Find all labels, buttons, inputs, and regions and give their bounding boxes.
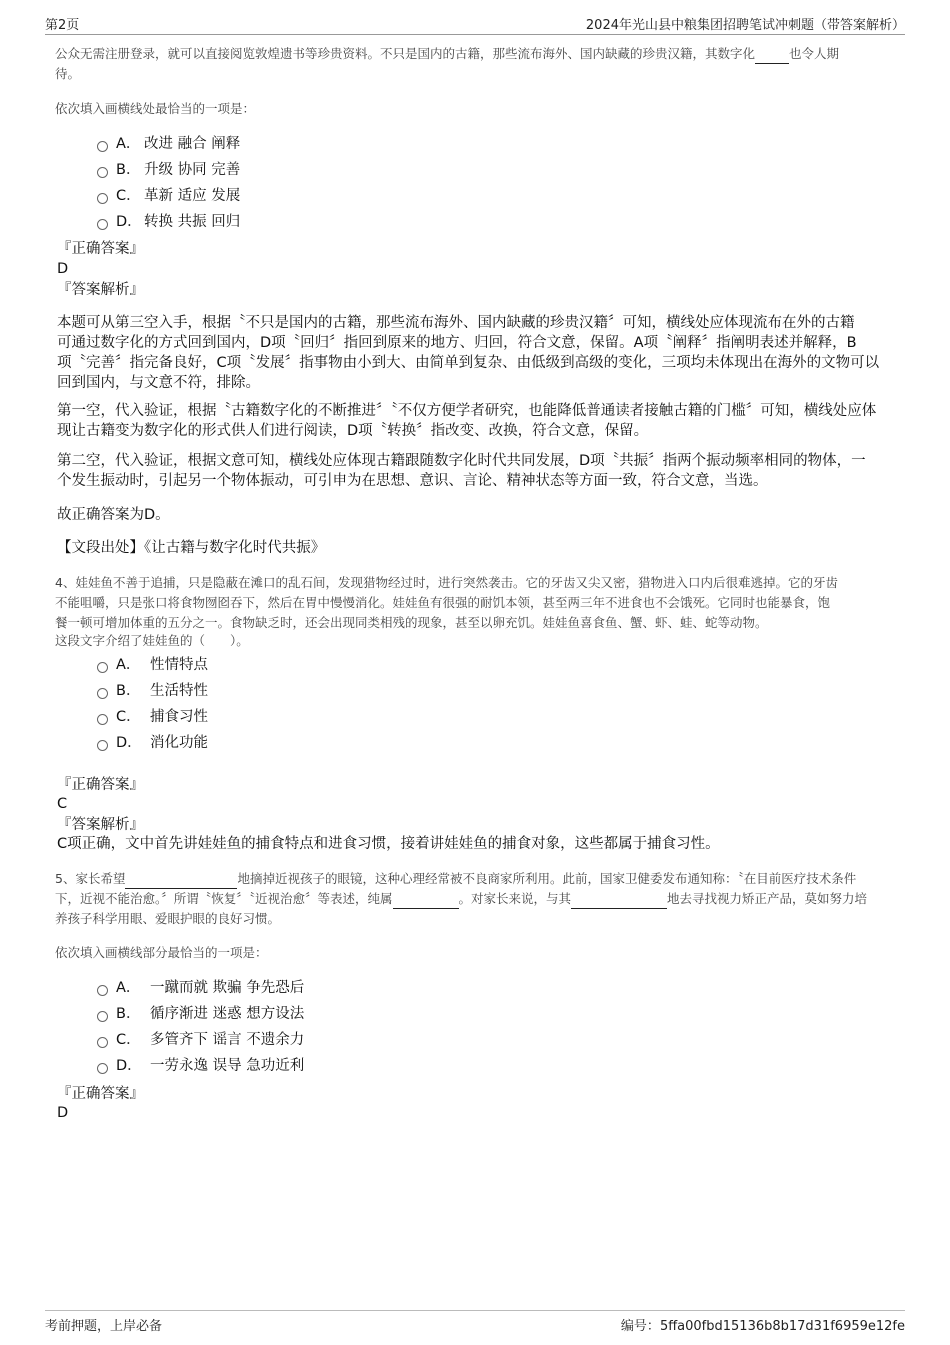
page-footer xyxy=(45,1310,905,1335)
q5-option-c[interactable] xyxy=(97,1030,304,1050)
q5-option-a[interactable] xyxy=(97,978,304,998)
option-letter: A． xyxy=(116,136,141,152)
radio-icon[interactable] xyxy=(97,167,108,178)
q5-text: 养孩子科学用眼、爱眼护眼的良好习惯。 xyxy=(55,911,281,926)
q3-analysis-label: 『答案解析』 xyxy=(57,282,144,298)
radio-icon[interactable] xyxy=(97,740,108,751)
q4-stem xyxy=(55,573,905,649)
q3-blank xyxy=(755,63,789,64)
radio-icon[interactable] xyxy=(97,985,108,996)
footer-code xyxy=(621,1315,905,1334)
option-text: 一蹴而就 欺骗 争先恐后 xyxy=(150,980,305,996)
option-letter: C． xyxy=(116,709,141,725)
option-letter: D． xyxy=(116,214,142,230)
q4-option-b[interactable] xyxy=(97,681,208,701)
footer-slogan: 考前押题，上岸必备 xyxy=(45,1319,163,1334)
option-text: 捕食习性 xyxy=(150,709,208,725)
option-text: 生活特性 xyxy=(150,683,208,699)
q3-answer-label: 『正确答案』 xyxy=(57,241,144,257)
option-text: 多管齐下 谣言 不遗余力 xyxy=(150,1032,305,1048)
q3-analysis-p1 xyxy=(57,313,902,393)
q5-blank-2 xyxy=(393,908,459,909)
radio-icon[interactable] xyxy=(97,141,108,152)
radio-icon[interactable] xyxy=(97,1037,108,1048)
q5-prompt: 依次填入画横线部分最恰当的一项是： xyxy=(55,945,268,960)
q4-option-c[interactable] xyxy=(97,707,208,727)
q5-answer: D xyxy=(57,1105,69,1121)
q5-text: 地去寻找视力矫正产品，莫如努力培 xyxy=(667,891,868,906)
q4-option-d[interactable] xyxy=(97,733,208,753)
analysis-line: 第二空，代入验证，根据文意可知，横线处应体现古籍跟随数字化时代共同发展，D项〝共振〞指两个振动频率相同的物体，一 xyxy=(57,453,866,469)
analysis-line: 本题可从第三空入手，根据〝不只是国内的古籍，那些流布海外、国内缺藏的珍贵汉籍〞可知，横线处应体现流布在外的古籍 xyxy=(57,315,855,331)
analysis-line: 可通过数字化的方式回到国内，D项〝回归〞指回到原来的地方、归回，符合文意，保留。A项〝阐释〞指阐明表述并解释，B xyxy=(57,335,857,351)
q5-text: 下，近视不能治愈。〞所谓〝恢复〞〝近视治愈〞等表述，纯属 xyxy=(55,891,393,906)
radio-icon[interactable] xyxy=(97,714,108,725)
q5-text: 5、家长希望 xyxy=(55,871,126,886)
q3-analysis-p2 xyxy=(57,401,902,441)
q3-passage-line2: 待。 xyxy=(55,66,81,81)
q4-line: 4、娃娃鱼不善于追捕，只是隐蔽在滩口的乱石间，发现猎物经过时，进行突然袭击。它的牙齿又尖又密，猎物进入口内后很难逃掉。它的牙齿 xyxy=(55,575,838,590)
radio-icon[interactable] xyxy=(97,1011,108,1022)
q3-option-b[interactable] xyxy=(97,160,240,180)
q5-option-d[interactable] xyxy=(97,1056,304,1076)
option-text: 一劳永逸 误导 急功近利 xyxy=(150,1058,305,1074)
q3-analysis-p3 xyxy=(57,451,902,491)
q4-analysis: C项正确，文中首先讲娃娃鱼的捕食特点和进食习惯，接着讲娃娃鱼的捕食对象，这些都属于捕食习性。 xyxy=(57,836,720,852)
analysis-line: 回到国内，与文意不符，排除。 xyxy=(57,375,260,391)
option-letter: A． xyxy=(116,657,141,673)
q5-blank-3 xyxy=(571,908,667,909)
q3-prompt: 依次填入画横线处最恰当的一项是： xyxy=(55,101,256,116)
analysis-line: 个发生振动时，引起另一个物体振动，可引申为在思想、意识、言论、精神状态等方面一致，符合文意，当选。 xyxy=(57,473,768,489)
q3-passage xyxy=(55,44,900,84)
q5-text: 地摘掉近视孩子的眼镜，这种心理经常被不良商家所利用。此前，国家卫健委发布通知称：〝在目前医疗技术条件 xyxy=(237,871,857,886)
analysis-line: 第一空，代入验证，根据〝古籍数字化的不断推进〞〝不仅方便学者研究，也能降低普通读者接触古籍的门槛〞可知，横线处应体 xyxy=(57,403,877,419)
doc-title: 2024年光山县中粮集团招聘笔试冲刺题（带答案解析） xyxy=(585,18,905,33)
option-text: 性情特点 xyxy=(150,657,208,673)
q3-source: 【文段出处】《让古籍与数字化时代共振》 xyxy=(57,540,326,556)
q3-option-c[interactable] xyxy=(97,186,240,206)
q4-question: 这段文字介绍了娃娃鱼的（ ）。 xyxy=(55,633,249,648)
q5-answer-label: 『正确答案』 xyxy=(57,1086,144,1102)
option-text: 革新 适应 发展 xyxy=(144,188,241,204)
q5-text: 。对家长来说，与其 xyxy=(458,891,572,906)
q3-passage-line1-tail: 也令人期 xyxy=(789,46,840,61)
page-header xyxy=(45,12,905,35)
option-letter: C． xyxy=(116,188,141,204)
analysis-line: 现让古籍变为数字化的形式供人们进行阅读，D项〝转换〞指改变、改换，符合文意，保留。 xyxy=(57,423,649,439)
option-text: 消化功能 xyxy=(150,735,208,751)
q5-stem xyxy=(55,869,905,929)
q3-passage-line1: 公众无需注册登录，就可以直接阅览敦煌遗书等珍贵资料。不只是国内的古籍，那些流布海外、国内缺藏的珍贵汉籍，其数字化 xyxy=(55,46,756,61)
option-letter: D． xyxy=(116,735,142,751)
q4-line: 不能咀嚼，只是张口将食物囫囵吞下，然后在胃中慢慢消化。娃娃鱼有很强的耐饥本领，甚至两三年不进食也不会饿死。它同时也能暴食，饱 xyxy=(55,595,831,610)
option-letter: B． xyxy=(116,1006,141,1022)
option-letter: B． xyxy=(116,683,141,699)
option-letter: D． xyxy=(116,1058,142,1074)
option-text: 升级 协同 完善 xyxy=(144,162,241,178)
page-number: 第2页 xyxy=(45,18,80,33)
q3-analysis-p4: 故正确答案为D。 xyxy=(57,507,170,523)
q4-answer-label: 『正确答案』 xyxy=(57,777,144,793)
q3-option-a[interactable] xyxy=(97,134,240,154)
q4-analysis-label: 『答案解析』 xyxy=(57,817,144,833)
option-letter: C． xyxy=(116,1032,141,1048)
option-text: 循序渐进 迷惑 想方设法 xyxy=(150,1006,305,1022)
option-text: 转换 共振 回归 xyxy=(144,214,241,230)
q3-answer: D xyxy=(57,261,69,277)
q4-line: 餐一顿可增加体重的五分之一。食物缺乏时，还会出现同类相残的现象，甚至以卵充饥。娃娃鱼喜食鱼、蟹、虾、蛙、蛇等动物。 xyxy=(55,615,768,630)
analysis-line: 项〝完善〞指完备良好，C项〝发展〞指事物由小到大、由简单到复杂、由低级到高级的变化，三项均未体现出在海外的文物可以 xyxy=(57,355,880,371)
radio-icon[interactable] xyxy=(97,1063,108,1074)
q4-answer: C xyxy=(57,796,68,812)
footer-code-value: 5ffa00fbd15136b8b17d31f6959e12fe xyxy=(659,1319,905,1334)
option-letter: A． xyxy=(116,980,141,996)
radio-icon[interactable] xyxy=(97,688,108,699)
q4-option-a[interactable] xyxy=(97,655,208,675)
radio-icon[interactable] xyxy=(97,193,108,204)
radio-icon[interactable] xyxy=(97,219,108,230)
radio-icon[interactable] xyxy=(97,662,108,673)
option-text: 改进 融合 阐释 xyxy=(144,136,241,152)
option-letter: B． xyxy=(116,162,141,178)
q3-option-d[interactable] xyxy=(97,212,240,232)
footer-code-label: 编号： xyxy=(620,1319,660,1334)
q5-option-b[interactable] xyxy=(97,1004,304,1024)
